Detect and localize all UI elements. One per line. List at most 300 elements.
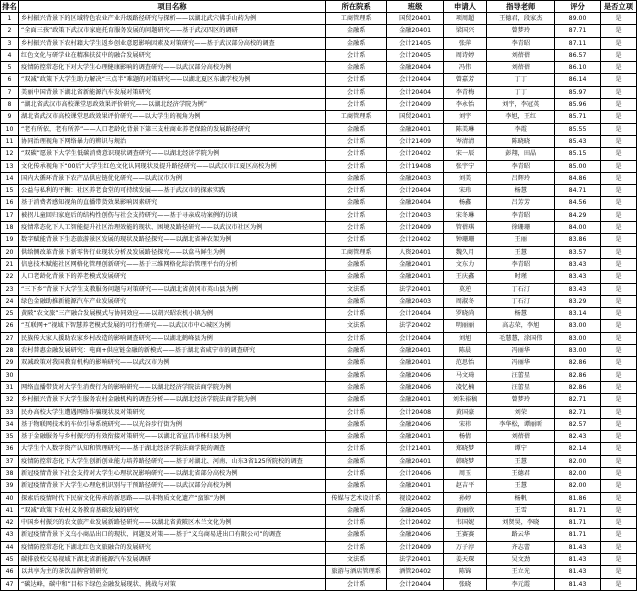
rank-cell: 29 xyxy=(1,357,19,369)
applicant-cell: 周淑冬 xyxy=(443,295,487,307)
rank-cell: 11 xyxy=(1,135,19,147)
applicant-cell: 韦国妮 xyxy=(443,517,487,529)
advisor-cell: 吴文劲 xyxy=(487,554,555,566)
project-name-cell: 红色文化与研学业在精准扶贫中的融合发展研究 xyxy=(19,49,326,61)
applicant-cell: 李青梅 xyxy=(443,86,487,98)
header-advisor: 指导老师 xyxy=(487,1,555,13)
class-cell: 会计20409 xyxy=(387,222,443,234)
established-cell: 是 xyxy=(600,418,636,430)
score-cell: 81.71 xyxy=(555,504,601,516)
score-cell: 82.00 xyxy=(555,467,601,479)
class-cell: 国贸20401 xyxy=(387,111,443,123)
department-cell: 文法系 xyxy=(325,554,387,566)
table-row xyxy=(1,554,637,566)
advisor-cell: 刘蓓蓓 xyxy=(487,49,555,61)
score-cell: 83.14 xyxy=(555,308,601,320)
department-cell: 工商管理系 xyxy=(325,246,387,258)
project-name-cell: 疫情防控常态化下湖北红色文旅融合的发展研究 xyxy=(19,541,326,553)
applicant-cell: 陈锦 xyxy=(443,566,487,578)
score-cell: 84.71 xyxy=(555,185,601,197)
advisor-cell: 陈晓晓 xyxy=(487,135,555,147)
advisor-cell: 刘蓓蓓 xyxy=(487,62,555,74)
table-row xyxy=(1,566,637,578)
class-cell: 会计21405 xyxy=(387,37,443,49)
established-cell: 是 xyxy=(600,13,636,25)
rank-cell: 47 xyxy=(1,578,19,590)
score-cell: 81.43 xyxy=(555,554,601,566)
table-body xyxy=(1,13,637,591)
advisor-cell: 谭宁 xyxy=(487,443,555,455)
department-cell: 会计系 xyxy=(325,406,387,418)
established-cell: 是 xyxy=(600,283,636,295)
table-row xyxy=(1,25,637,37)
department-cell: 旅游与酒店管理系 xyxy=(325,566,387,578)
rank-cell: 39 xyxy=(1,480,19,492)
table-row xyxy=(1,418,637,430)
applicant-cell: 马文琦 xyxy=(443,369,487,381)
established-cell: 是 xyxy=(600,455,636,467)
applicant-cell: 王庆鑫 xyxy=(443,271,487,283)
rank-cell: 9 xyxy=(1,111,19,123)
score-cell: 85.97 xyxy=(555,86,601,98)
department-cell: 金融系 xyxy=(325,455,387,467)
project-name-cell: 基于物联网技术的车位引导系统研究——以光谷步行街为例 xyxy=(19,418,326,430)
established-cell: 是 xyxy=(600,320,636,332)
advisor-cell: 齐志蕾 xyxy=(487,541,555,553)
department-cell: 金融系 xyxy=(325,504,387,516)
class-cell: 会计20406 xyxy=(387,467,443,479)
established-cell: 是 xyxy=(600,37,636,49)
department-cell: 传媒与艺术设计系 xyxy=(325,492,387,504)
rank-cell: 28 xyxy=(1,345,19,357)
applicant-cell: 张萍 xyxy=(443,37,487,49)
project-name-cell: 数字赋能背景下生态旅游景区发展的现状及路径探究——以湖北省神农架为例 xyxy=(19,234,326,246)
project-name-cell: 人口老龄化背景下的养老模式发展研究 xyxy=(19,271,326,283)
department-cell: 会计系 xyxy=(325,222,387,234)
department-cell: 金融系 xyxy=(325,123,387,135)
rank-cell: 37 xyxy=(1,455,19,467)
department-cell: 金融系 xyxy=(325,381,387,393)
department-cell: 会计系 xyxy=(325,148,387,160)
advisor-cell: 曾梦玲 xyxy=(487,25,555,37)
advisor-cell: 冯丽华 xyxy=(487,345,555,357)
score-cell: 83.29 xyxy=(555,295,601,307)
score-cell: 83.43 xyxy=(555,283,601,295)
department-cell: 会计系 xyxy=(325,99,387,111)
advisor-cell: 李旭，王红 xyxy=(487,111,555,123)
established-cell: 是 xyxy=(600,197,636,209)
table-row xyxy=(1,258,637,270)
advisor-cell: 丁石汀 xyxy=(487,295,555,307)
rank-cell: 30 xyxy=(1,369,19,381)
applicant-cell: 王赛赛 xyxy=(443,529,487,541)
score-cell: 85.71 xyxy=(555,111,601,123)
table-row xyxy=(1,431,637,443)
applicant-cell: 杨倩 xyxy=(443,431,487,443)
project-name-cell: 湖北省武汉市高校课堂思政效果评价研究——以大学生的视角为例 xyxy=(19,111,326,123)
established-cell: 是 xyxy=(600,578,636,590)
table-row xyxy=(1,394,637,406)
score-cell: 86.14 xyxy=(555,74,601,86)
applicant-cell: 姜天琛 xyxy=(443,554,487,566)
class-cell: 会计20402 xyxy=(387,517,443,529)
header-class: 班级 xyxy=(387,1,443,13)
project-name-cell: 大学生个人数字资产认知和管理研究——基于湖北经济学院法商学院的调查 xyxy=(19,443,326,455)
advisor-cell: 李青昭 xyxy=(487,160,555,172)
applicant-cell: 周诗婷 xyxy=(443,49,487,61)
applicant-cell: 明丽丽 xyxy=(443,320,487,332)
table-header-row xyxy=(1,1,637,13)
applicant-cell: 凌忆楠 xyxy=(443,381,487,393)
department-cell: 会计系 xyxy=(325,74,387,86)
class-cell: 酒管20402 xyxy=(387,566,443,578)
advisor-cell: 时瑾 xyxy=(487,271,555,283)
advisor-cell: 李华松，谭丽昕 xyxy=(487,418,555,430)
department-cell: 会计系 xyxy=(325,517,387,529)
project-name-cell: 基于消费者感知视角的直播带货效果影响因素研究 xyxy=(19,197,326,209)
applicant-cell: 孙婷 xyxy=(443,492,487,504)
class-cell: 金融20401 xyxy=(387,258,443,270)
established-cell: 是 xyxy=(600,62,636,74)
established-cell: 是 xyxy=(600,517,636,529)
established-cell: 是 xyxy=(600,222,636,234)
table-row xyxy=(1,135,637,147)
class-cell: 金融20401 xyxy=(387,431,443,443)
advisor-cell: 王慧 xyxy=(487,480,555,492)
established-cell: 是 xyxy=(600,554,636,566)
rank-cell: 41 xyxy=(1,504,19,516)
class-cell: 法学20401 xyxy=(387,283,443,295)
score-cell: 84.56 xyxy=(555,197,601,209)
project-name-cell: “湖北省武汉市高校课堂思政效果评价研究——以湖北经济学院为例” xyxy=(19,99,326,111)
advisor-cell: 王雪 xyxy=(487,504,555,516)
department-cell: 会计系 xyxy=(325,467,387,479)
applicant-cell: 黄丽欣 xyxy=(443,504,487,516)
advisor-cell: 杨慧 xyxy=(487,185,555,197)
advisor-cell: 丁丁 xyxy=(487,74,555,86)
applicant-cell: 文东力 xyxy=(443,258,487,270)
table-row xyxy=(1,295,637,307)
score-cell: 85.00 xyxy=(555,160,601,172)
established-cell: 是 xyxy=(600,492,636,504)
department-cell: 金融系 xyxy=(325,480,387,492)
advisor-cell: 吕辉玲 xyxy=(487,172,555,184)
project-name-cell: 新冠疫情背景下义乌小商品出口的现状、问题及对策——基于“义乌商易进出口有限公司”的调查 xyxy=(19,529,326,541)
class-cell: 会计20403 xyxy=(387,209,443,221)
department-cell: 会计系 xyxy=(325,578,387,590)
project-name-cell: 基于金融服务与乡村振兴的有效衔接对策研究——以湖北省宣昌市秭归县为例 xyxy=(19,431,326,443)
project-name-cell: 疫情常态化下人工智能提升社区治理效能的现状、困境及路径研究——以武汉市社区为例 xyxy=(19,222,326,234)
applicant-cell: 管蓓琪 xyxy=(443,222,487,234)
table-row xyxy=(1,541,637,553)
score-cell: 81.43 xyxy=(555,566,601,578)
table-row xyxy=(1,37,637,49)
project-name-cell: 疫情防控常态化下大学生创新创业能力培养路径研究——基于对湖北、河南、山东3省125所院校的调查 xyxy=(19,455,326,467)
project-name-cell: “互联网+”视域下智慧养老模式发展的可行性研究——以武汉市中心城区为例 xyxy=(19,320,326,332)
department-cell: 金融系 xyxy=(325,271,387,283)
table-row xyxy=(1,332,637,344)
rank-cell: 33 xyxy=(1,406,19,418)
project-name-cell: 国内大循环背景下农产品供应链优化研究——以武汉市为例 xyxy=(19,172,326,184)
established-cell: 是 xyxy=(600,172,636,184)
rank-cell: 26 xyxy=(1,320,19,332)
project-name-cell xyxy=(19,369,326,381)
project-name-cell: “全面三孩”政策下武汉市家庭托育服务发展的问题研究——基于武汉四区的调研 xyxy=(19,25,326,37)
established-cell: 是 xyxy=(600,541,636,553)
class-cell: 会计20404 xyxy=(387,86,443,98)
score-cell: 87.71 xyxy=(555,25,601,37)
class-cell: 会计20405 xyxy=(387,49,443,61)
rank-cell: 4 xyxy=(1,49,19,61)
rank-cell: 15 xyxy=(1,185,19,197)
applicant-cell: 韩晓梦 xyxy=(443,455,487,467)
class-cell: 会计20408 xyxy=(387,406,443,418)
applicant-cell: 郑晓梦 xyxy=(443,443,487,455)
advisor-cell: 李青昭 xyxy=(487,258,555,270)
established-cell: 是 xyxy=(600,357,636,369)
project-name-cell: “双减”政策下大学生助力解决“三点半”难题的对策研究——以湖北夏区东湖学校为例 xyxy=(19,74,326,86)
class-cell: 金融20401 xyxy=(387,345,443,357)
established-cell: 是 xyxy=(600,406,636,418)
class-cell: 金融20403 xyxy=(387,295,443,307)
project-name-cell: 疫情防控常态化下对大学生心理健康影响的调查研究——以武汉部分高校为例 xyxy=(19,62,326,74)
class-cell: 会计20402 xyxy=(387,234,443,246)
table-row xyxy=(1,517,637,529)
table-row xyxy=(1,222,637,234)
table-row xyxy=(1,320,637,332)
established-cell: 是 xyxy=(600,332,636,344)
table-row xyxy=(1,578,637,590)
table-row xyxy=(1,209,637,221)
applicant-cell: 梁国兴 xyxy=(443,25,487,37)
class-cell: 国贸20401 xyxy=(387,13,443,25)
advisor-cell: 李元霞 xyxy=(487,578,555,590)
table-row xyxy=(1,308,637,320)
project-name-cell: 中国乡村振兴的农文旅产业发展新路径研究——以湖北省黄陂区木兰文化为例 xyxy=(19,517,326,529)
project-name-cell: 乡村振兴背景下的区域特色农业产业升级路径研究与探析——以湖北武穴佛手山药为例 xyxy=(19,13,326,25)
class-cell: 会计20409 xyxy=(387,99,443,111)
score-cell: 83.43 xyxy=(555,271,601,283)
department-cell: 会计系 xyxy=(325,308,387,320)
rank-cell: 12 xyxy=(1,148,19,160)
applicant-cell: 钟珊珊 xyxy=(443,234,487,246)
table-row xyxy=(1,246,637,258)
class-cell: 法学20402 xyxy=(387,320,443,332)
class-cell: 金融20401 xyxy=(387,357,443,369)
table-row xyxy=(1,406,637,418)
class-cell: 金融20403 xyxy=(387,172,443,184)
department-cell: 会计系 xyxy=(325,234,387,246)
score-cell: 81.71 xyxy=(555,529,601,541)
class-cell: 会计20404 xyxy=(387,308,443,320)
established-cell: 是 xyxy=(600,431,636,443)
project-name-cell: 农村普惠金融发展研究：电商+供应链金融的新模式——基于湖北省咸宁市的调查研究 xyxy=(19,345,326,357)
rank-cell: 38 xyxy=(1,467,19,479)
rank-cell: 45 xyxy=(1,554,19,566)
project-name-cell: “老有所依，老有所养”——人口老龄化背景下第三支柱商业养老保险的发展路径研究 xyxy=(19,123,326,135)
header-applicant: 申请人 xyxy=(443,1,487,13)
project-name-cell: 新冠疫情背景下大学生心理危机识别与干预路径研究——以武汉部分高校为例 xyxy=(19,480,326,492)
table-row xyxy=(1,480,637,492)
rank-cell: 7 xyxy=(1,86,19,98)
score-cell: 84.00 xyxy=(555,222,601,234)
table-row xyxy=(1,160,637,172)
department-cell: 工商管理系 xyxy=(325,13,387,25)
table-row xyxy=(1,504,637,516)
class-cell: 视设20402 xyxy=(387,492,443,504)
class-cell: 金融20404 xyxy=(387,62,443,74)
department-cell: 金融系 xyxy=(325,37,387,49)
project-name-cell: 公益与私利的平衡：社区养老食堂的可持续发展——基于武汉市的探索实践 xyxy=(19,185,326,197)
table-row xyxy=(1,369,637,381)
rank-cell: 36 xyxy=(1,443,19,455)
score-cell: 82.43 xyxy=(555,431,601,443)
advisor-cell: 刘蓓蓓 xyxy=(487,431,555,443)
advisor-cell: 王慧 xyxy=(487,246,555,258)
project-name-cell: 网络直播带货对大学生消费行为的影响研究——以湖北经济学院法商学院为例 xyxy=(19,381,326,393)
advisor-cell: 汪蕾星 xyxy=(487,381,555,393)
class-cell: 金融20404 xyxy=(387,197,443,209)
project-name-cell: 供给侧改革背景下新零售行业现状分析及发展路径探究——以盒马鲜生为例 xyxy=(19,246,326,258)
table-row xyxy=(1,381,637,393)
score-cell: 83.00 xyxy=(555,332,601,344)
class-cell: 金融20401 xyxy=(387,25,443,37)
applicant-cell: 宋冬琳 xyxy=(443,209,487,221)
table-row xyxy=(1,492,637,504)
established-cell: 是 xyxy=(600,443,636,455)
table-row xyxy=(1,455,637,467)
established-cell: 是 xyxy=(600,123,636,135)
project-name-cell: 协同治理视角下网络暴力的辨识与规治 xyxy=(19,135,326,147)
established-cell: 是 xyxy=(600,271,636,283)
department-cell: 会计系 xyxy=(325,49,387,61)
project-name-cell: 民族传大家人援助农家乡村改造的影响调查研究——以湖北鹤峰县为例 xyxy=(19,332,326,344)
class-cell: 会计21401 xyxy=(387,443,443,455)
table-row xyxy=(1,123,637,135)
applicant-cell: 李永怡 xyxy=(443,99,487,111)
established-cell: 是 xyxy=(600,25,636,37)
applicant-cell: 黄国豪 xyxy=(443,406,487,418)
applicant-cell: 陈美琳 xyxy=(443,123,487,135)
project-name-cell: “三下乡”背景下大学生支教服务问题与对策研究——以湖北省黄冈市英山县为例 xyxy=(19,283,326,295)
class-cell: 法学20401 xyxy=(387,554,443,566)
project-name-cell: 信息技术赋能社区网格化管理创新研究——基于三维网格化综治管理平台的分析 xyxy=(19,258,326,270)
established-cell: 是 xyxy=(600,234,636,246)
rank-cell: 32 xyxy=(1,394,19,406)
established-cell: 是 xyxy=(600,258,636,270)
advisor-cell: 杨帆 xyxy=(487,492,555,504)
score-cell: 85.55 xyxy=(555,123,601,135)
rank-cell: 22 xyxy=(1,271,19,283)
score-cell: 89.00 xyxy=(555,13,601,25)
department-cell: 会计系 xyxy=(325,541,387,553)
class-cell: 金融20406 xyxy=(387,418,443,430)
applicant-cell: 张宇宁 xyxy=(443,160,487,172)
table-row xyxy=(1,185,637,197)
applicant-cell: 周玉 xyxy=(443,467,487,479)
class-cell: 会计20402 xyxy=(387,148,443,160)
advisor-cell: 刘贤昊，李晓 xyxy=(487,517,555,529)
table-row xyxy=(1,49,637,61)
table-row xyxy=(1,529,637,541)
rank-cell: 34 xyxy=(1,418,19,430)
project-name-cell: 探索后疫情时代下民宿文化传承的新思路——以非物质文化遗产“蛮锥”为例 xyxy=(19,492,326,504)
class-cell: 人资20401 xyxy=(387,246,443,258)
rank-cell: 40 xyxy=(1,492,19,504)
department-cell: 会计系 xyxy=(325,160,387,172)
applicant-cell: 张晓 xyxy=(443,578,487,590)
department-cell: 金融系 xyxy=(325,369,387,381)
rank-cell: 23 xyxy=(1,283,19,295)
department-cell: 金融系 xyxy=(325,431,387,443)
applicant-cell: 宋一辰 xyxy=(443,148,487,160)
department-cell: 会计系 xyxy=(325,135,387,147)
project-name-cell: 被拐儿童回归家庭后的结构性创伤与社会支持研究——基于寻亲成功案例的访谈 xyxy=(19,209,326,221)
advisor-cell: 汪蕾星 xyxy=(487,369,555,381)
applicant-cell: 莫逆 xyxy=(443,283,487,295)
established-cell: 是 xyxy=(600,135,636,147)
score-cell: 81.86 xyxy=(555,492,601,504)
table-row xyxy=(1,148,637,160)
established-cell: 是 xyxy=(600,295,636,307)
applicant-cell: 岑清清 xyxy=(443,135,487,147)
applicant-cell: 曾嘉芳 xyxy=(443,74,487,86)
applicant-cell: 宋祎 xyxy=(443,418,487,430)
advisor-cell: 王丽 xyxy=(487,234,555,246)
score-cell: 84.86 xyxy=(555,172,601,184)
table-row xyxy=(1,111,637,123)
established-cell: 是 xyxy=(600,529,636,541)
department-cell: 金融系 xyxy=(325,172,387,184)
advisor-cell: 王德君 xyxy=(487,467,555,479)
established-cell: 是 xyxy=(600,345,636,357)
rank-cell: 2 xyxy=(1,25,19,37)
rank-cell: 24 xyxy=(1,295,19,307)
table-row xyxy=(1,62,637,74)
table-row xyxy=(1,357,637,369)
rank-cell: 46 xyxy=(1,566,19,578)
advisor-cell: 王德君，段家杰 xyxy=(487,13,555,25)
established-cell: 是 xyxy=(600,480,636,492)
department-cell: 金融系 xyxy=(325,25,387,37)
advisor-cell: 李青昭 xyxy=(487,209,555,221)
advisor-cell: 路云华 xyxy=(487,529,555,541)
advisor-cell: 高志荣，李旭 xyxy=(487,320,555,332)
established-cell: 是 xyxy=(600,160,636,172)
table-row xyxy=(1,99,637,111)
rank-cell: 20 xyxy=(1,246,19,258)
project-name-cell: “碳达峰，碳中和”目标下绿色金融发展现状、挑战与对策 xyxy=(19,578,326,590)
project-name-cell: 以共享为主的茶饮品牌营销研究 xyxy=(19,566,326,578)
table-row xyxy=(1,74,637,86)
applicant-cell: 项周超 xyxy=(443,13,487,25)
score-cell: 83.00 xyxy=(555,345,601,357)
advisor-cell: 曾梦玲 xyxy=(487,394,555,406)
project-name-cell: 新冠疫情背景下社会支持对大学生心理状况影响研究——以湖北省部分高校为例 xyxy=(19,467,326,479)
advisor-cell: 吕芳芳 xyxy=(487,197,555,209)
rank-cell: 42 xyxy=(1,517,19,529)
table-row xyxy=(1,234,637,246)
established-cell: 是 xyxy=(600,148,636,160)
score-cell: 82.00 xyxy=(555,455,601,467)
established-cell: 是 xyxy=(600,99,636,111)
project-name-cell: 双减政策对我国教育机构的影响研究——以武汉市为例 xyxy=(19,357,326,369)
score-cell: 84.29 xyxy=(555,209,601,221)
rank-cell: 8 xyxy=(1,99,19,111)
project-name-cell: “双碳”愿景下大学生低碳消费意识现状调查研究——以湖北经济学院为例 xyxy=(19,148,326,160)
applicant-cell: 宋玮 xyxy=(443,185,487,197)
table-row xyxy=(1,345,637,357)
